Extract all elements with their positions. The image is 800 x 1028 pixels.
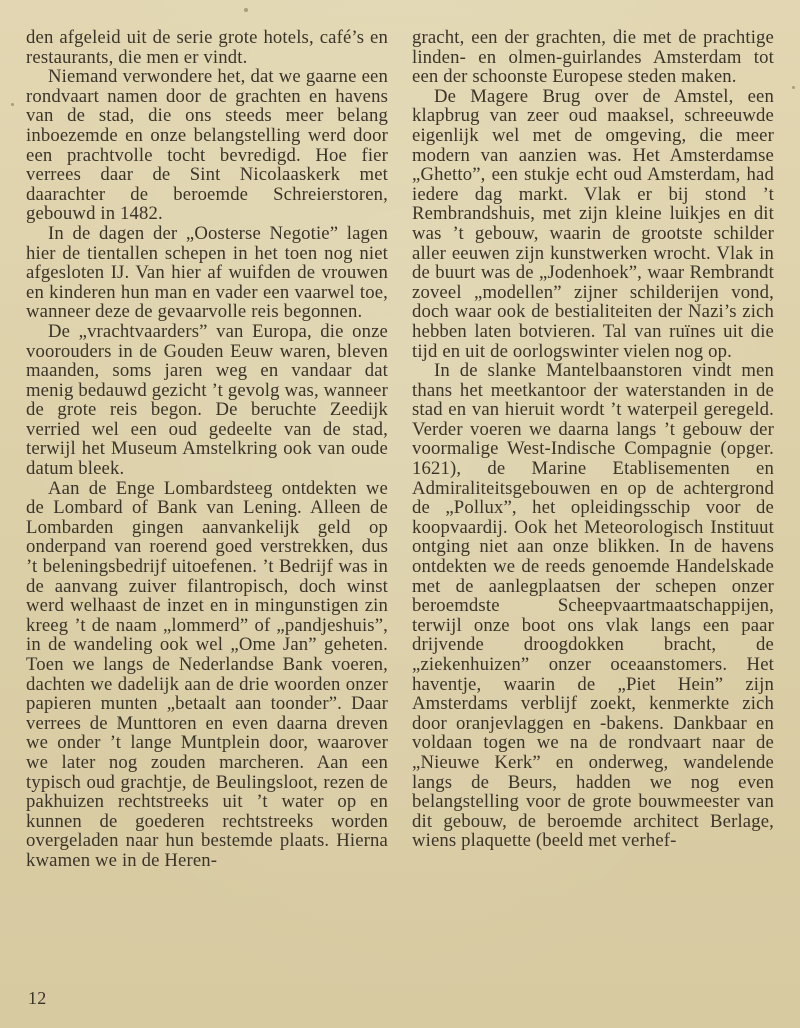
paragraph: gracht, een der grachten, die met de prachtige linden- en olmen-guirlandes Amsterdam tot een der schoonste Europese steden maken. <box>412 27 774 88</box>
paper-speck <box>11 103 14 106</box>
paper-speck <box>244 8 248 12</box>
paragraph: In de slanke Mantelbaanstoren vindt men thans het meetkantoor der waterstanden in de stad en van hieruit wordt ’t waterpeil geregeld. Verder voeren we daarna langs ’t gebouw der voormalige West-Indische Compagnie (opger. 1621), de Marine Etablisementen en Admiraliteitsgebouwen en op de achtergrond de „Pollux”, het opleidingsschip voor de koopvaardij. Ook het Meteorologisch Instituut ontging niet aan onze blikken. In de havens ontdekten we de reeds genoemde Handelskade met de aanlegplaatsen der schepen onzer beroemdste Scheepvaartmaatschappijen, terwijl onze boot ons vlak langs een paar drijvende droogdokken bracht, de „ziekenhuizen” onzer oceaanstomers. Het haventje, waarin de „Piet Hein” zijn Amsterdams verblijf zoekt, kenmerkte zich door oranjevlaggen en -bakens. Dankbaar en voldaan togen we na de rondvaart naar de „Nieuwe Kerk” en onderweg, wandelende langs de Beurs, hadden we nog even belangstelling voor de grote bouwmeester van dit gebouw, de beroemde architect Berlage, wiens plaquette (beeld met verhef- <box>412 360 774 852</box>
right-column <box>412 28 774 851</box>
paragraph: den afgeleid uit de serie grote hotels, café’s en restaurants, die men er vindt. <box>26 27 388 68</box>
paragraph: In de dagen der „Oosterse Negotie” lagen hier de tientallen schepen in het toen nog niet afgesloten IJ. Van hier af wuifden de vrouwen en kinderen hun man en vader een vaarwel toe, wanneer deze de gevaarvolle reis begonnen. <box>26 222 388 323</box>
page-number: 12 <box>28 988 47 1008</box>
paragraph: De Magere Brug over de Amstel, een klapbrug van zeer oud maaksel, schreeuwde eigenlijk wel met de omgeving, die meer modern van aanzien was. Het Amsterdamse „Ghetto”, een stukje echt oud Amsterdam, had iedere dag markt. Vlak er bij stond ’t Rembrandshuis, met zijn kleine luikjes en dit was ’t gebouw, waarin de grootste schilder aller eeuwen zijn kunstwerken wrocht. Vlak in de buurt was de „Jodenhoek”, waar Rembrandt zoveel „modellen” zijner schilderijen vond, doch waar ook de bestialiteiten der Nazi’s zich hebben laten botvieren. Tal van ruïnes uit die tijd en uit de oorlogswinter vielen nog op. <box>412 85 774 362</box>
paper-speck <box>792 86 795 89</box>
paragraph: Niemand verwondere het, dat we gaarne een rondvaart namen door de grachten en havens van de stad, die ons steeds meer belang inboezemde en onze belangstelling werd door een prachtvolle tocht bevredigd. Hoe fier verrees daar de Sint Nicolaaskerk met daarachter de beroemde Schreierstoren, gebouwd in 1482. <box>26 66 388 225</box>
paragraph: Aan de Enge Lombardsteeg ontdekten we de Lombard of Bank van Lening. Alleen de Lombarden gingen aanvankelijk geld op onderpand van roerend goed verstrekken, dus ’t beleningsbedrijf uitoefenen. ’t Bedrijf was in de aanvang zuiver filantropisch, doch winst werd welhaast de inzet en in mingunstigen zin kreeg ’t de naam „lommerd” of „pandjeshuis”, in de wandeling ook wel „Ome Jan” geheten. Toen we langs de Nederlandse Bank voeren, dachten we dadelijk aan de drie woorden onzer papieren munten „betaalt aan toonder”. Daar verrees de Munttoren en even daarna dreven we onder ’t lange Muntplein door, waarover we later nog zouden marcheren. Aan een typisch oud grachtje, de Beulingsloot, rezen de pakhuizen rechtstreeks uit ’t water op en kunnen de goederen rechtstreeks worden overgeladen naar hun bestemde plaats. Hierna kwamen we in de Heren- <box>26 477 388 871</box>
left-column <box>26 28 388 871</box>
paragraph: De „vrachtvaarders” van Europa, die onze voorouders in de Gouden Eeuw waren, bleven maanden, soms jaren weg en vandaar dat menig bedauwd gezicht ’t gevolg was, wanneer de grote reis begon. De beruchte Zeedijk verried wel een oud gedeelte van de stad, terwijl het Museum Amstelkring ook van oude datum bleek. <box>26 320 388 480</box>
